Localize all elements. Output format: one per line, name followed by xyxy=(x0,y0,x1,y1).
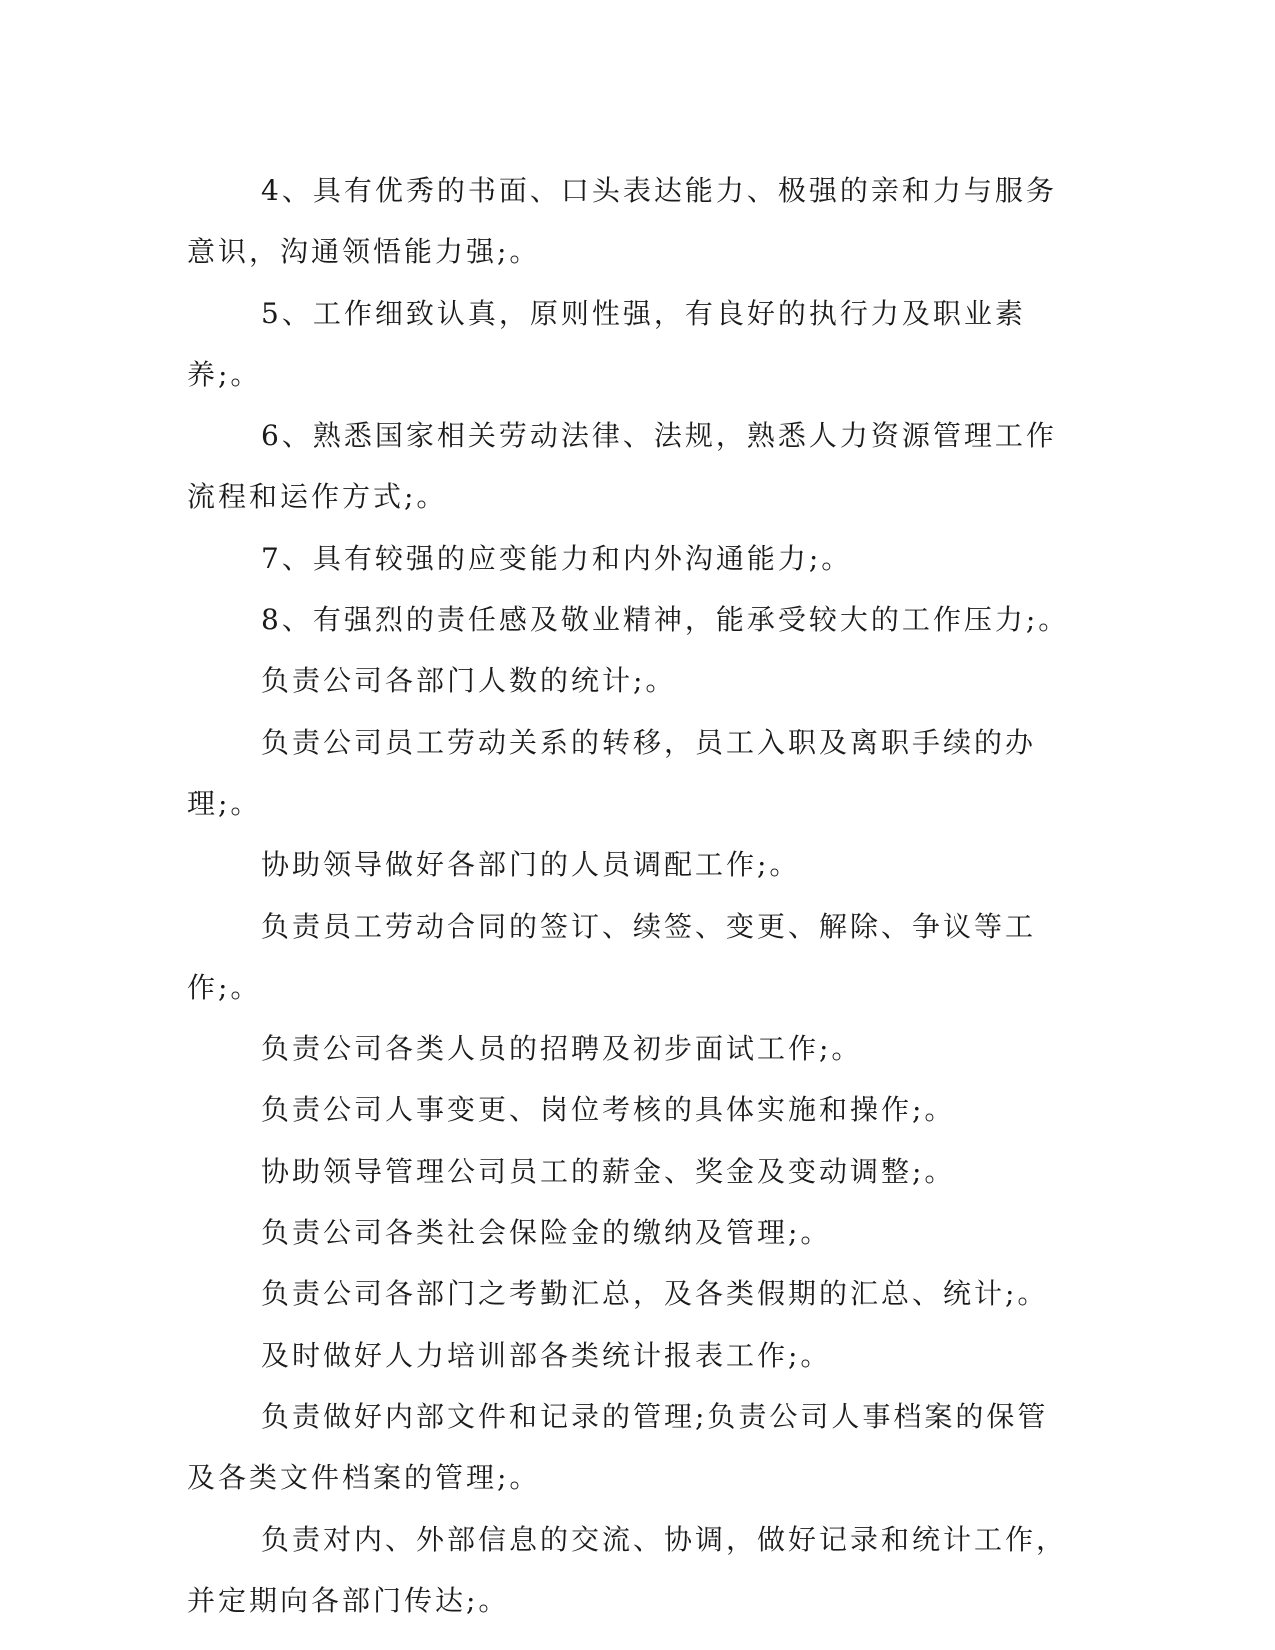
paragraph: 8、有强烈的责任感及敬业精神，能承受较大的工作压力;。 xyxy=(261,603,1070,637)
paragraph: 及时做好人力培训部各类统计报表工作;。 xyxy=(261,1338,832,1372)
paragraph: 负责员工劳动合同的签订、续签、变更、解除、争议等工作;。 xyxy=(187,909,1037,1004)
paragraph: 4、具有优秀的书面、口头表达能力、极强的亲和力与服务意识，沟通领悟能力强;。 xyxy=(187,174,1057,269)
paragraph: 6、熟悉国家相关劳动法律、法规，熟悉人力资源管理工作流程和运作方式;。 xyxy=(187,419,1057,514)
paragraph: 负责公司各部门人数的统计;。 xyxy=(261,664,677,698)
paragraph: 负责公司各部门之考勤汇总，及各类假期的汇总、统计;。 xyxy=(261,1277,1049,1311)
paragraph: 负责对内、外部信息的交流、协调，做好记录和统计工作，并定期向各部门传达;。 xyxy=(187,1522,1068,1617)
paragraph: 负责公司员工劳动关系的转移，员工入职及离职手续的办理;。 xyxy=(187,725,1037,820)
paragraph: 5、工作细致认真，原则性强，有良好的执行力及职业素养;。 xyxy=(187,296,1026,391)
paragraph: 负责公司人事变更、岗位考核的具体实施和操作;。 xyxy=(261,1093,956,1127)
paragraph: 协助领导管理公司员工的薪金、奖金及变动调整;。 xyxy=(261,1154,956,1188)
paragraph: 负责做好内部文件和记录的管理;负责公司人事档案的保管及各类文件档案的管理;。 xyxy=(187,1399,1049,1495)
paragraph: 负责公司各类社会保险金的缴纳及管理;。 xyxy=(261,1216,832,1250)
paragraph: 协助领导做好各部门的人员调配工作;。 xyxy=(261,848,801,882)
paragraph: 7、具有较强的应变能力和内外沟通能力;。 xyxy=(261,541,853,575)
paragraph: 负责公司各类人员的招聘及初步面试工作;。 xyxy=(261,1032,863,1066)
document-body xyxy=(187,160,1072,1631)
